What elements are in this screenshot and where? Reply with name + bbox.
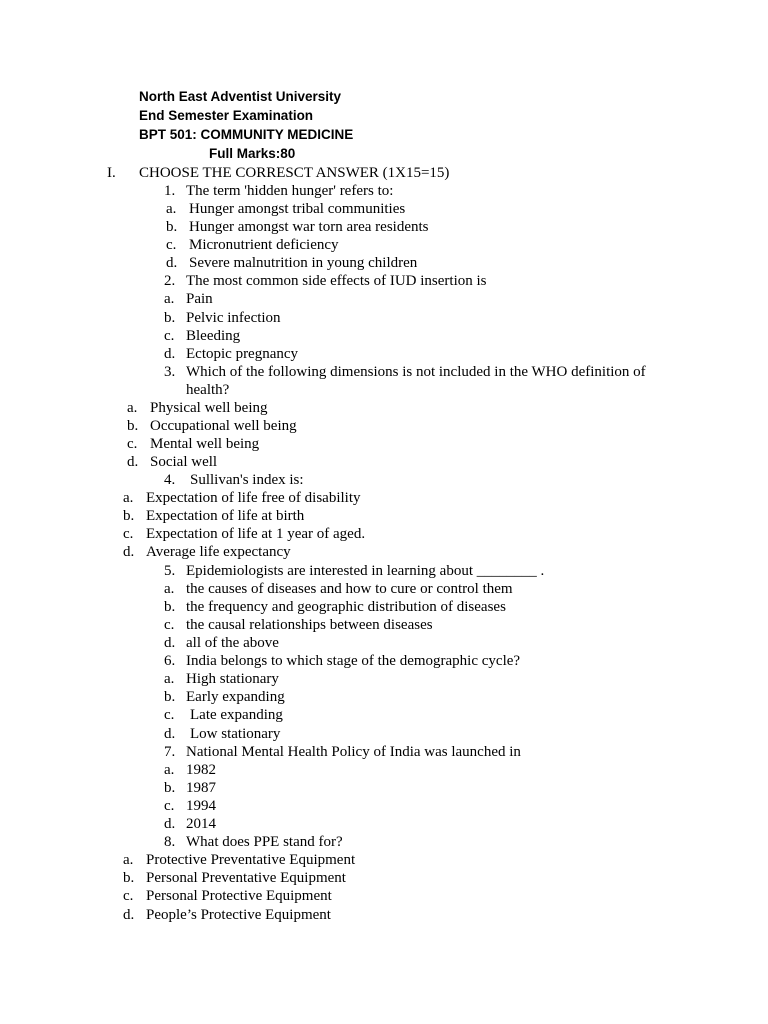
option-text: People’s Protective Equipment — [146, 907, 331, 923]
question-number: 4. — [164, 472, 176, 488]
option-label: a. — [164, 762, 175, 778]
option-text: High stationary — [186, 671, 279, 687]
option-text: 1987 — [186, 780, 216, 796]
option-text: Hunger amongst tribal communities — [189, 201, 406, 217]
option-text: Occupational well being — [150, 418, 297, 434]
question-text: Sullivan's index is: — [190, 472, 304, 488]
question-text: India belongs to which stage of the demographic cycle? — [186, 653, 521, 669]
option-label: c. — [164, 617, 175, 633]
option-text: 1982 — [186, 762, 216, 778]
option-label: a. — [123, 852, 134, 868]
option-label: b. — [164, 689, 176, 705]
option-label: d. — [123, 544, 135, 560]
option-label: c. — [123, 888, 134, 904]
option-label: d. — [127, 454, 139, 470]
option-label: a. — [123, 490, 134, 506]
question-text: Which of the following dimensions is not included in the WHO definition of — [186, 364, 646, 380]
option-label: a. — [164, 581, 175, 597]
option-text: Mental well being — [150, 436, 260, 452]
option-label: d. — [164, 346, 176, 362]
question-number: 8. — [164, 834, 176, 850]
question-text: The most common side effects of IUD insertion is — [186, 273, 487, 289]
option-label: b. — [166, 219, 178, 235]
section-title: CHOOSE THE CORRESCT ANSWER (1X15=15) — [139, 165, 450, 181]
full-marks: Full Marks:80 — [209, 146, 296, 161]
option-label: d. — [166, 255, 178, 271]
option-label: b. — [164, 599, 176, 615]
option-text: Low stationary — [190, 726, 281, 742]
option-label: b. — [164, 780, 176, 796]
option-text: Personal Preventative Equipment — [146, 870, 346, 886]
option-text: Pelvic infection — [186, 310, 281, 326]
option-text: Bleeding — [186, 328, 241, 344]
option-label: b. — [123, 870, 135, 886]
option-label: d. — [164, 726, 176, 742]
option-label: d. — [123, 907, 135, 923]
question-number: 1. — [164, 183, 176, 199]
question-text-continued: health? — [186, 382, 230, 398]
section-numeral: I. — [107, 165, 116, 181]
question-number: 3. — [164, 364, 176, 380]
option-text: Social well — [150, 454, 218, 470]
option-text: Late expanding — [190, 707, 283, 723]
option-label: a. — [127, 400, 138, 416]
option-label: b. — [123, 508, 135, 524]
option-text: the causes of diseases and how to cure or control them — [186, 581, 513, 597]
question-number: 2. — [164, 273, 176, 289]
question-number: 7. — [164, 744, 176, 760]
option-text: Expectation of life free of disability — [146, 490, 361, 506]
question-text: The term 'hidden hunger' refers to: — [186, 183, 394, 199]
option-text: Ectopic pregnancy — [186, 346, 299, 362]
question-number: 6. — [164, 653, 176, 669]
option-text: Protective Preventative Equipment — [146, 852, 356, 868]
exam-title: End Semester Examination — [139, 108, 314, 123]
option-text: Expectation of life at 1 year of aged. — [146, 526, 366, 542]
option-label: c. — [164, 707, 175, 723]
option-label: a. — [164, 291, 175, 307]
option-text: Hunger amongst war torn area residents — [189, 219, 429, 235]
option-label: c. — [123, 526, 134, 542]
option-label: a. — [164, 671, 175, 687]
question-text: National Mental Health Policy of India was launched in — [186, 744, 521, 760]
option-label: c. — [164, 798, 175, 814]
option-text: Average life expectancy — [146, 544, 291, 560]
option-text: Personal Protective Equipment — [146, 888, 332, 904]
option-label: c. — [164, 328, 175, 344]
option-text: the frequency and geographic distribution of diseases — [186, 599, 506, 615]
option-label: b. — [127, 418, 139, 434]
option-text: Physical well being — [150, 400, 268, 416]
university-name: North East Adventist University — [139, 89, 342, 104]
option-label: c. — [166, 237, 177, 253]
question-text: Epidemiologists are interested in learning about ________ . — [186, 563, 545, 579]
option-label: d. — [164, 635, 176, 651]
option-text: Pain — [186, 291, 213, 307]
option-text: all of the above — [186, 635, 279, 651]
question-text: What does PPE stand for? — [186, 834, 343, 850]
option-label: d. — [164, 816, 176, 832]
option-label: a. — [166, 201, 177, 217]
option-text: Micronutrient deficiency — [189, 237, 339, 253]
option-label: c. — [127, 436, 138, 452]
option-text: 1994 — [186, 798, 216, 814]
option-text: 2014 — [186, 816, 216, 832]
option-label: b. — [164, 310, 176, 326]
option-text: Early expanding — [186, 689, 285, 705]
question-number: 5. — [164, 563, 176, 579]
option-text: Severe malnutrition in young children — [189, 255, 418, 271]
option-text: Expectation of life at birth — [146, 508, 305, 524]
course-title: BPT 501: COMMUNITY MEDICINE — [139, 127, 354, 142]
option-text: the causal relationships between diseases — [186, 617, 433, 633]
